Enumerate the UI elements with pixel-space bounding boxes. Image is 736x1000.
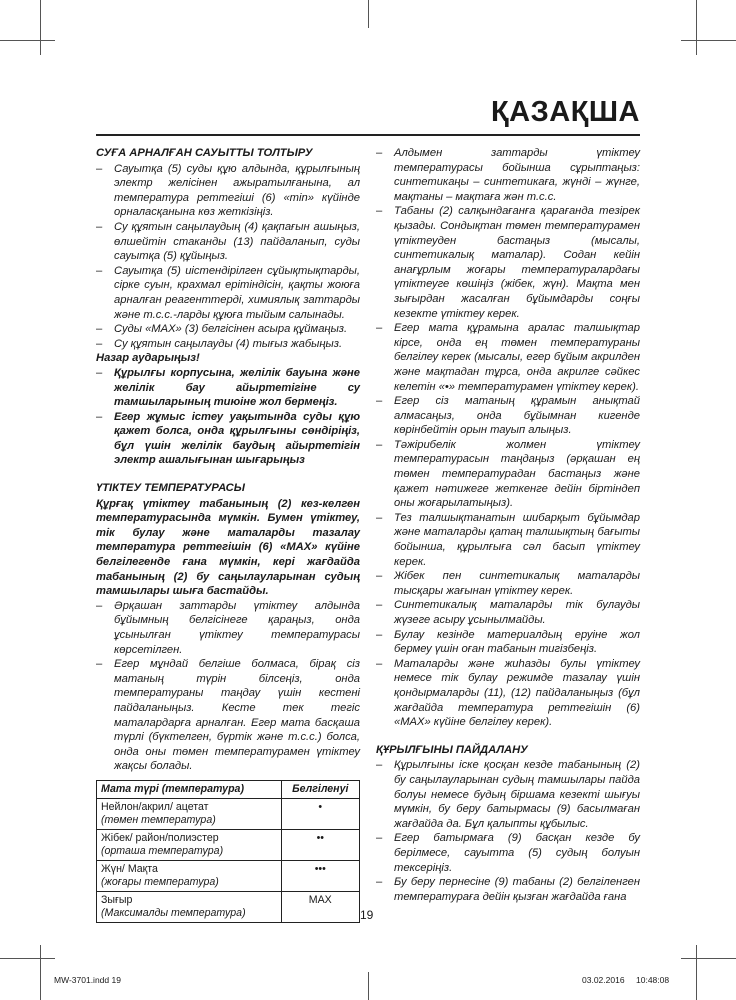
list-item: – Сауытқа (5) иістендірілген сұйықтықтарды, сірке суын, крахмал ерітіндісін, қақты жоюға арналған реагенттерді, химиялық заттарды және т.с.с.-ларды құюға тыйым салынады.: [96, 264, 360, 321]
crop-mark: [40, 945, 41, 1000]
fabric-temp: (төмен температура): [101, 813, 216, 826]
section-heading-temperature: ҮТІКТЕУ ТЕМПЕРАТУРАСЫ: [96, 482, 245, 495]
list-item: – Егер батырмаға (9) басқан кезде бу берілмесе, сауытта (5) судың болуын тексеріңіз.: [376, 832, 640, 874]
list-item: – Егер сіз матаның құрамын анықтай алмасаңыз, онда бұйымнан кигенде көрінбейтін орын тауып алыңыз.: [376, 395, 640, 437]
header-divider: [96, 134, 640, 136]
table-row: [97, 798, 360, 829]
fabric-temp: (жоғары температура): [101, 875, 219, 888]
crop-mark: [681, 958, 736, 959]
fabric-mark: •: [281, 798, 359, 829]
table-header-row: [97, 780, 360, 798]
warning-item: – Егер жұмыс істеу уақытында суды құю қажет болса, онда құрылғыны сөндіріңіз, бұл үшін желілік баудың айыртетігін электр ашалығынан шығарыңыз: [96, 410, 360, 467]
table-header-fabric: Мата түрі (температура): [97, 780, 282, 798]
right-column: [376, 146, 640, 904]
fabric-name: Зығыр: [101, 893, 133, 906]
fabric-temp: (орташа температура): [101, 844, 224, 857]
fabric-temperature-table: [96, 780, 360, 923]
list-item: – Суды «MAX» (3) белгісінен асыра құймаңыз.: [96, 323, 348, 336]
list-item: – Су құятын саңылауды (4) тығыз жабыңыз.: [96, 337, 343, 350]
list-item: – Жібек пен синтетикалық маталарды тысқары жағынан үтіктеу керек.: [376, 570, 640, 597]
left-column: [96, 146, 360, 923]
list-item: – Су құятын саңылаудың (4) қақпағын ашыңыз, өлшейтін стаканды (13) пайдаланып, суды сауытқа (5) құйыңыз.: [96, 220, 360, 263]
fabric-mark: MAX: [281, 891, 359, 922]
fabric-mark: •••: [281, 860, 359, 891]
list-item: – Булау кезінде материалдың еруіне жол бермеу үшін оған табанын тигізбеңіз.: [376, 628, 640, 656]
fabric-temp: (Максималды температура): [101, 906, 246, 919]
table-header-mark: Белгіленуі: [281, 780, 359, 798]
fabric-name: Нейлон/акрил/ ацетат: [101, 800, 209, 813]
list-item: – Табаны (2) салқындағанға қарағанда тезірек қызады. Сондықтан төмен температурамен үтіктеуден бастаңыз (мысалы, синтетикалық маталар). Содан кейін анағұрлым жоғары температуралардағы үтіктеуге көшіңіз (жібек, жүн). Мақта мен зығырдан жасалған бұйымдарды соңғы кезекте үтіктеу керек.: [376, 205, 640, 320]
list-item: – Егер мұндай белгіше болмаса, бірақ сіз матаның түрін білсеңіз, онда температураны таңдау үшін кестені пайдаланыңыз. Кесте тек тегіс маталардарға арналған. Егер мата басқаша түрлі (бүктелген, бүртік және т.с.с.) болса, онда оны төмен температурамен үтіктеу жақсы болады.: [96, 658, 360, 773]
crop-mark: [696, 0, 697, 55]
list-item: – Егер мата құрамына аралас талшықтар кірсе, онда ең төмен температураны белгілеу керек (мысалы, егер бұйым акрилден және мақтадан тұрса, онда акрилге сəйкес келетін «•» температурамен үтіктеу керек).: [376, 322, 640, 393]
crop-mark: [40, 0, 41, 55]
table-row: [97, 860, 360, 891]
list-item: – Тəжірибелік жолмен үтіктеу температурасын таңдаңыз (əрқашан ең төмен температурадан бастаңыз және қажет нəтижеге жеткенге дейін біртіндеп оны жоғарылатыңыз).: [376, 438, 640, 510]
crop-mark: [368, 972, 369, 1000]
list-item: – Алдымен заттарды үтіктеу температурасы бойынша сұрыптаңыз: синтетикаңы – синтетикаға, жүнді – жүнге, мақтаны – мақтаға жəн т.с.с.: [376, 147, 640, 203]
footer-time: 10:48:08: [636, 975, 670, 985]
crop-mark: [696, 945, 697, 1000]
list-item: – Синтетикалық маталарды тік булауды жүзеге асыру ұсынылмайды.: [376, 599, 640, 626]
attention-label: Назар аударыңыз!: [96, 352, 200, 365]
fabric-name: Жібек/ район/полиэстер: [101, 831, 219, 844]
list-item: – Құрылғыны іске қосқан кезде табанының (2) бу саңылауларынан судың тамшылары пайда болуы немесе будың біршама кезекті шығуы мүмкін, бу беру батырмасы (9) басылмаған жағдайда да. Бұл қалыпты құбылыс.: [376, 759, 640, 830]
list-item: – Маталарды және жиһазды булы үтіктеу немесе тік булау режимде тазалау үшін қондырмаларды (11), (12) пайдаланыңыз (бұл жағдайда температура реттегішін (6) «MAX» күйіне белгілеу керек).: [376, 657, 640, 729]
section-heading-usage: ҚҰРЫЛҒЫНЫ ПАЙДАЛАНУ: [376, 743, 528, 756]
section-heading-filling: СУҒА АРНАЛҒАН САУЫТТЫ ТОЛТЫРУ: [96, 147, 313, 159]
footer-date: 03.02.2016: [582, 975, 625, 985]
crop-mark: [368, 0, 369, 28]
list-item: – Сауытқа (5) суды құю алдында, құрылғының электр желісінен ажыратылғанына, ал температура реттегіші (6) «min» күйінде орналасқанына көз жеткізіңіз.: [96, 162, 360, 219]
warning-item: – Құрылғы корпусына, желілік бауына және желілік бау айыртетігіне су тамшыларының тиюіне жол бермеңіз.: [96, 366, 360, 409]
list-item: – Әрқашан заттарды үтіктеу алдында бұйымның белгісінеге қараңыз, онда ұсынылған үтіктеу температурасы көрсетілген.: [96, 599, 360, 656]
fabric-name: Жүн/ Мақта: [101, 862, 158, 875]
list-item: – Тез талшықтанатын шибарқыт бұйымдар және маталарды қатаң талшықтың бағыты бойынша, құрылғыға сəл басып үтіктеу керек.: [376, 511, 640, 568]
language-heading: ҚАЗАҚША: [490, 96, 640, 128]
footer-filename: MW-3701.indd 19: [54, 975, 121, 985]
table-row: [97, 891, 360, 922]
fabric-mark: ••: [281, 829, 359, 860]
list-item: – Бу беру пернесіне (9) табаны (2) белгіленген температураға дейін қызған жағдайда ғана: [376, 876, 640, 903]
temperature-intro: Құрғақ үтіктеу табанының (2) кез-келген температурасында мүмкін. Бумен үтіктеу, тік булау және маталарды тазалау температура реттегішін (6) «MAX» күйіне белгілегенде ғана мүмкін, кері жағдайда табанының (2) бу саңылауларынан судың тамшылары шыға бастайды.: [96, 497, 360, 598]
crop-mark: [0, 958, 55, 959]
crop-mark: [0, 40, 55, 41]
table-row: [97, 829, 360, 860]
crop-mark: [681, 40, 736, 41]
page-number: 19: [360, 908, 374, 922]
